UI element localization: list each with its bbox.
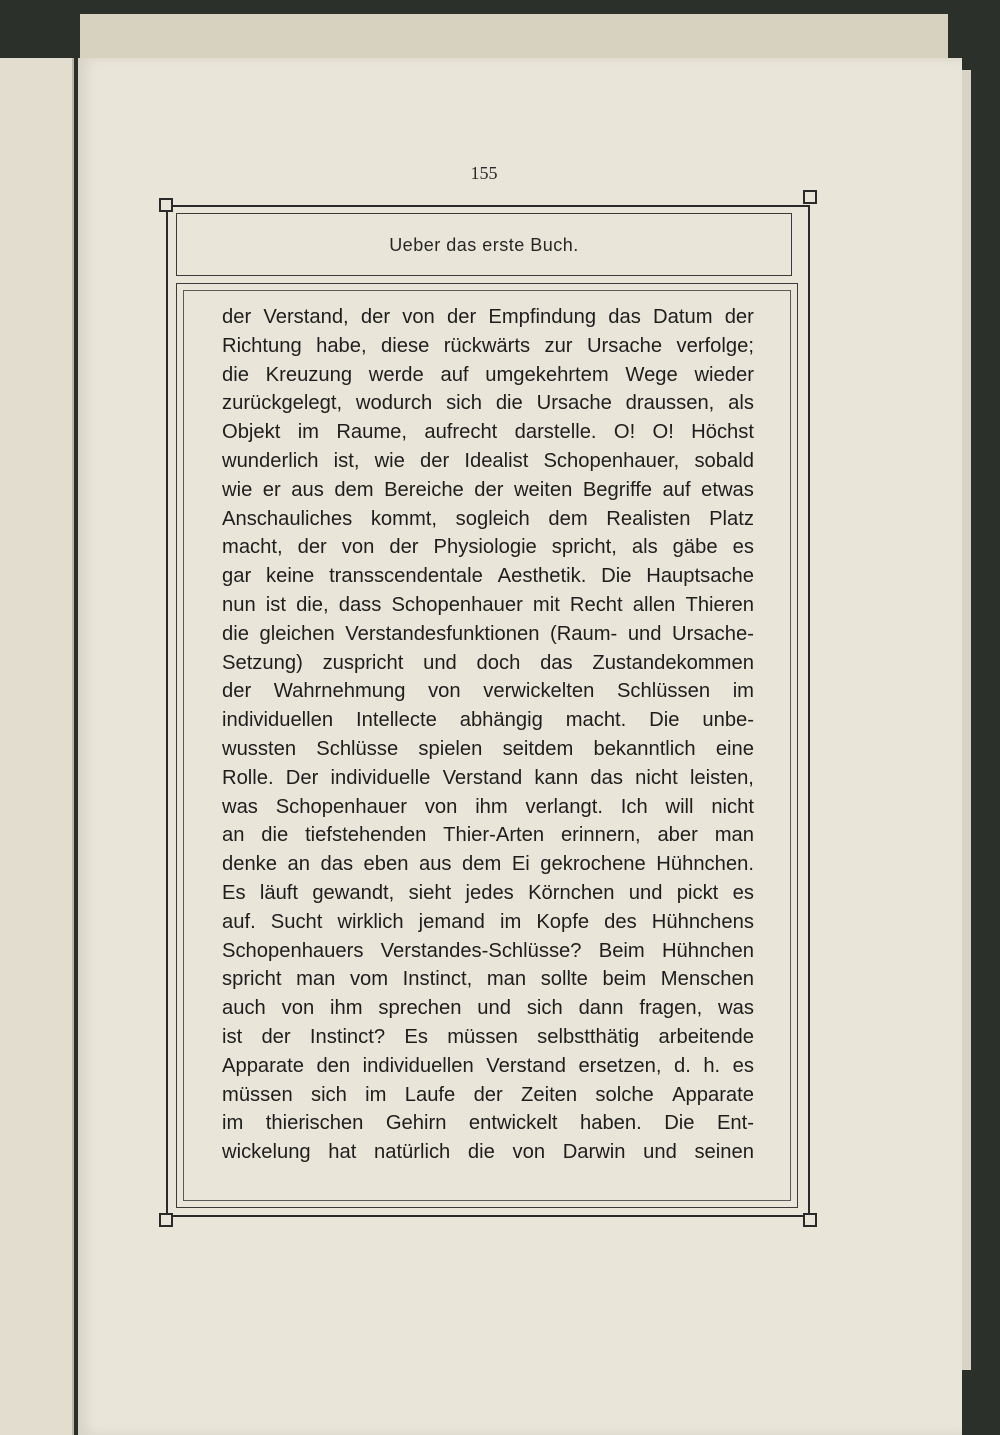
word: solche: [595, 1083, 654, 1106]
word: kann: [534, 766, 579, 789]
word: was: [222, 795, 258, 818]
word: macht.: [565, 709, 627, 732]
word: Höchst: [691, 421, 754, 444]
text-line: [222, 994, 754, 1023]
word: weiten: [513, 478, 573, 501]
word: Thier-Arten: [443, 824, 545, 847]
word: aus: [418, 853, 452, 876]
text-line: [222, 649, 754, 678]
word: es: [732, 536, 754, 559]
running-head-box: [176, 213, 792, 276]
text-line: [222, 965, 754, 994]
word: Setzung): [222, 651, 303, 674]
word: d.: [673, 1054, 691, 1077]
word: Begriffe: [582, 478, 653, 501]
page-number: 155: [470, 163, 498, 183]
text-line: [222, 1052, 754, 1081]
word: ersetzen,: [578, 1054, 662, 1077]
word: beim: [602, 968, 647, 991]
word: Apparate: [672, 1083, 754, 1106]
frame-corner-bottom-left: [159, 1213, 173, 1227]
word: Bereiche: [384, 478, 464, 501]
word: aufrecht: [424, 421, 498, 444]
word: sollte: [540, 968, 588, 991]
word: Verstandesfunktionen: [345, 622, 540, 645]
word: auf.: [222, 910, 256, 933]
text-line: [222, 389, 754, 418]
word: rückwärts: [443, 334, 531, 357]
word: transscendentale: [329, 565, 483, 588]
word: individuellen: [222, 709, 334, 732]
text-line: [222, 850, 754, 879]
word: im: [732, 680, 754, 703]
text-line: [222, 1109, 754, 1138]
word: ist: [265, 593, 286, 616]
word: h.: [703, 1054, 721, 1077]
word: und: [627, 622, 662, 645]
word: gekrochene: [540, 853, 646, 876]
word: Sucht: [270, 910, 323, 933]
word: natürlich: [373, 1141, 451, 1164]
word: nun: [222, 593, 256, 616]
word: die: [495, 392, 523, 415]
word: sich: [310, 1083, 347, 1106]
word: eben: [363, 853, 409, 876]
text-line: [222, 505, 754, 534]
word: im: [222, 1112, 244, 1135]
word: Raume,: [336, 421, 408, 444]
word: das: [540, 651, 573, 674]
text-line: [222, 361, 754, 390]
text-line: [222, 1138, 754, 1167]
word: auch: [222, 997, 266, 1020]
word: Instinct?: [309, 1025, 386, 1048]
word: leisten,: [689, 766, 754, 789]
word: keine: [266, 565, 315, 588]
word: Ursache: [536, 392, 612, 415]
word: der: [222, 680, 252, 703]
text-line: [222, 418, 754, 447]
frame-corner-top-right: [803, 190, 817, 204]
word: Körnchen: [528, 881, 615, 904]
word: zur: [544, 334, 573, 357]
word: dem: [462, 853, 502, 876]
word: die: [261, 824, 289, 847]
word: Kopfe: [536, 910, 590, 933]
word: was: [718, 997, 754, 1020]
word: vom: [349, 968, 389, 991]
word: Es: [404, 1025, 428, 1048]
word: Wege: [625, 363, 678, 386]
word: Schlüssen: [616, 680, 711, 703]
word: die: [222, 622, 249, 645]
word: von: [341, 536, 375, 559]
word: als: [728, 392, 754, 415]
word: Kreuzung: [265, 363, 353, 386]
word: hat: [328, 1141, 357, 1164]
word: unbe-: [702, 709, 754, 732]
word: Anschauliches: [222, 507, 353, 530]
word: Verstandes-Schlüsse?: [380, 939, 582, 962]
text-line: [222, 332, 754, 361]
word: von: [424, 795, 458, 818]
word: verfolge;: [676, 334, 754, 357]
word: der: [474, 478, 504, 501]
word: von: [402, 306, 435, 328]
word: Schopenhauer,: [543, 449, 680, 472]
word: es: [732, 1054, 754, 1077]
text-line: [222, 908, 754, 937]
word: und: [643, 1141, 677, 1164]
word: Verstand: [442, 766, 523, 789]
word: Objekt: [222, 421, 281, 444]
word: draussen,: [625, 392, 715, 415]
word: nicht: [711, 795, 754, 818]
word: erinnern,: [560, 824, 641, 847]
word: tiefstehenden: [305, 824, 427, 847]
word: der: [222, 306, 252, 328]
word: ist: [222, 1025, 243, 1048]
word: die: [222, 363, 249, 386]
word: selbstthätig: [537, 1025, 640, 1048]
word: und: [628, 881, 663, 904]
word: der: [724, 306, 754, 328]
word: aus: [291, 478, 324, 501]
text-line: [222, 476, 754, 505]
running-head: Ueber das erste Buch.: [389, 235, 579, 255]
word: wieder: [694, 363, 754, 386]
word: fragen,: [639, 997, 703, 1020]
word: abhängig: [459, 709, 543, 732]
word: dann: [578, 997, 624, 1020]
word: den: [316, 1054, 351, 1077]
word: Die: [649, 709, 680, 732]
word: jedes: [465, 881, 514, 904]
word: man: [714, 824, 754, 847]
word: an: [222, 824, 245, 847]
word: Schopenhauers: [222, 939, 364, 962]
word: mit: [532, 593, 560, 616]
word: als: [631, 536, 658, 559]
word: gewandt,: [312, 881, 395, 904]
word: kommt,: [370, 507, 437, 530]
word: Rolle.: [222, 766, 274, 789]
word: wie: [222, 478, 253, 501]
word: ist,: [333, 449, 360, 472]
word: will: [665, 795, 694, 818]
word: Ei: [511, 853, 530, 876]
text-line: [222, 793, 754, 822]
word: das: [590, 766, 623, 789]
word: Verstand,: [263, 306, 349, 328]
word: Intellecte: [356, 709, 437, 732]
word: der: [297, 536, 327, 559]
word: habe,: [316, 334, 367, 357]
word: sich: [526, 997, 563, 1020]
text-line: [222, 533, 754, 562]
word: individuelle: [330, 766, 431, 789]
word: diese: [381, 334, 430, 357]
word: bekanntlich: [593, 737, 696, 760]
word: wickelung: [222, 1141, 311, 1164]
word: der: [360, 306, 391, 328]
word: eine: [715, 737, 754, 760]
word: O!: [613, 421, 636, 444]
word: doch: [476, 651, 521, 674]
word: Darwin: [562, 1141, 626, 1164]
word: umgekehrtem: [485, 363, 609, 386]
word: das: [320, 853, 354, 876]
word: sich: [446, 392, 482, 415]
page-edges-top: [80, 14, 948, 63]
word: Der: [285, 766, 319, 789]
text-line: [222, 879, 754, 908]
word: Zeiten: [521, 1083, 578, 1106]
word: Wahrnehmung: [273, 680, 406, 703]
word: wodurch: [355, 392, 433, 415]
word: Schlüsse: [316, 737, 399, 760]
text-line: [222, 677, 754, 706]
word: Datum: [653, 306, 713, 328]
word: der: [389, 536, 419, 559]
word: die: [467, 1141, 495, 1164]
word: gar: [222, 565, 252, 588]
word: Instinct,: [402, 968, 473, 991]
word: das: [608, 306, 641, 328]
frame-corner-bottom-right: [803, 1213, 817, 1227]
word: und: [423, 651, 457, 674]
word: im: [499, 910, 522, 933]
word: wirklich: [337, 910, 404, 933]
word: Verstand: [486, 1054, 566, 1077]
word: Es: [222, 881, 246, 904]
word: ihm: [330, 997, 363, 1020]
word: zurückgelegt,: [222, 392, 343, 415]
word: sprechen: [378, 997, 462, 1020]
word: Hühnchen: [661, 939, 754, 962]
word: nicht: [635, 766, 678, 789]
text-line: [222, 303, 754, 332]
word: und: [477, 997, 511, 1020]
word: von: [512, 1141, 546, 1164]
word: Die: [664, 1112, 695, 1135]
left-page: [0, 58, 74, 1435]
word: denke: [222, 853, 278, 876]
word: Gehirn: [385, 1112, 447, 1135]
word: wunderlich: [222, 449, 319, 472]
word: Ursache: [586, 334, 663, 357]
word: Schopenhauer: [275, 795, 408, 818]
word: allen: [632, 593, 676, 616]
word: der: [420, 449, 450, 472]
word: auf: [662, 478, 691, 501]
word: Hauptsache: [646, 565, 754, 588]
word: Ent-: [716, 1112, 754, 1135]
word: Ich: [620, 795, 648, 818]
text-line: [222, 937, 754, 966]
text-line: [222, 591, 754, 620]
word: aber: [657, 824, 698, 847]
text-line: [222, 764, 754, 793]
text-line: [222, 1023, 754, 1052]
word: thierischen: [265, 1112, 364, 1135]
word: Empfindung: [488, 306, 597, 328]
word: O!: [652, 421, 674, 444]
word: sobald: [694, 449, 754, 472]
word: ihm: [475, 795, 508, 818]
word: Recht: [569, 593, 623, 616]
word: pickt: [676, 881, 719, 904]
word: dass: [338, 593, 382, 616]
word: zuspricht: [322, 651, 404, 674]
word: von: [428, 680, 461, 703]
word: spricht,: [551, 536, 617, 559]
frame-corner-top-left: [159, 198, 173, 212]
word: spricht: [222, 968, 282, 991]
word: Aesthetik.: [497, 565, 587, 588]
text-line: [222, 735, 754, 764]
word: Schopenhauer: [391, 593, 523, 616]
word: darstelle.: [514, 421, 597, 444]
word: verwickelten: [483, 680, 595, 703]
body-text: [222, 303, 754, 1167]
text-line: [222, 447, 754, 476]
word: er: [262, 478, 281, 501]
word: haben.: [580, 1112, 642, 1135]
word: seinen: [694, 1141, 754, 1164]
word: der: [473, 1083, 503, 1106]
word: man: [486, 968, 527, 991]
word: es: [732, 881, 754, 904]
word: seitdem: [502, 737, 574, 760]
word: Hühnchen.: [656, 853, 754, 876]
word: an: [287, 853, 310, 876]
word: man: [296, 968, 336, 991]
word: wie: [374, 449, 405, 472]
word: Apparate: [222, 1054, 304, 1077]
word: Beim: [598, 939, 645, 962]
word: Richtung: [222, 334, 302, 357]
word: Hühnchens: [651, 910, 754, 933]
word: im: [365, 1083, 387, 1106]
word: läuft: [259, 881, 299, 904]
word: gleichen: [259, 622, 335, 645]
text-line: [222, 620, 754, 649]
word: der: [261, 1025, 291, 1048]
word: arbeitende: [658, 1025, 754, 1048]
word: sieht: [408, 881, 452, 904]
word: jemand: [418, 910, 485, 933]
word: sogleich: [455, 507, 530, 530]
word: individuellen: [362, 1054, 474, 1077]
word: Laufe: [404, 1083, 456, 1106]
word: Zustandekommen: [592, 651, 754, 674]
text-line: [222, 706, 754, 735]
word: dem: [548, 507, 588, 530]
text-line: [222, 821, 754, 850]
word: der: [446, 306, 477, 328]
word: Thieren: [685, 593, 754, 616]
word: Menschen: [660, 968, 754, 991]
word: im: [297, 421, 319, 444]
word: auf: [440, 363, 469, 386]
word: Realisten: [606, 507, 691, 530]
word: Idealist: [464, 449, 529, 472]
word: entwickelt: [468, 1112, 558, 1135]
word: des: [604, 910, 637, 933]
word: von: [281, 997, 315, 1020]
word: gäbe: [672, 536, 718, 559]
word: Die: [601, 565, 632, 588]
word: Physiologie: [433, 536, 537, 559]
word: verlangt.: [525, 795, 603, 818]
word: etwas: [701, 478, 754, 501]
word: die,: [296, 593, 329, 616]
text-line: [222, 1081, 754, 1110]
word: müssen: [447, 1025, 518, 1048]
word: spielen: [418, 737, 483, 760]
word: Ursache-: [672, 622, 754, 645]
word: dem: [334, 478, 374, 501]
word: wussten: [222, 737, 297, 760]
word: werde: [368, 363, 424, 386]
text-line: [222, 562, 754, 591]
word: müssen: [222, 1083, 293, 1106]
word: Platz: [709, 507, 754, 530]
word: macht,: [222, 536, 283, 559]
word: (Raum-: [549, 622, 618, 645]
